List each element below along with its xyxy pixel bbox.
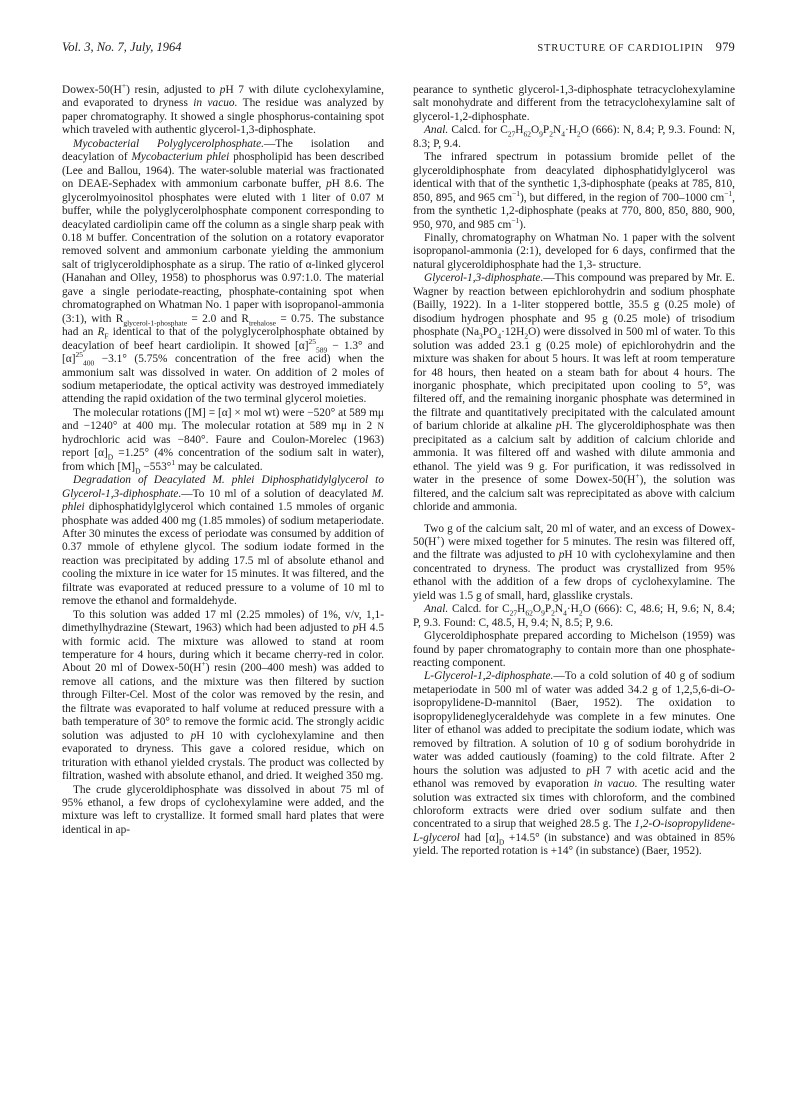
text-run: N [552,124,562,137]
paragraph [413,272,735,514]
text-run: ·H [564,124,577,137]
text-run: p [352,622,359,635]
text-run: The resulting water solution was extracted six times with chloroform, and the combined chloroform extracts were dried over sodium sulfate and then concentrated to a sirup that weighed 28.5 g. The [413,778,735,831]
text-run: P [542,124,550,137]
text-run: The crude glyceroldiphosphate was dissolved in about 75 ml of 95% ethanol, a few drops of cyclohexylamine were added, and the mixture was left to crystallize. It formed small hard plates that were identical in ap- [62,783,384,836]
text-run: −3.1° (5.75% concentration of the free acid) when the ammonium salt was dissolved in water. On addition of 2 moles of sodium metaperiodate, the optical activity was destroyed immediately attending the rapid oxidation of the two terminal glycerol moieties. [62,353,384,406]
text-run: 2 [576,129,581,139]
text-run: ), but differed, in the region of 700–1000 cm [520,191,725,204]
text-run: To this solution was added 17 ml (2.25 mmoles) of 1%, v/v, 1,1-dimethylhydrazine (Stewart, 1963) which had been adjusted to [62,608,384,635]
text-run: H 10 with cyclohexylamine and then evaporated to dryness. This gave a colored residue, which on trituration with ethanol yielded crystals. The product was collected by filtration, washed with absolute ethanol, and dried. It weighed 350 mg. [62,729,384,783]
text-run: 25 [75,350,83,360]
text-run: glycerol-1-phosphate [123,317,188,327]
text-run: Mycobacterial Polyglycerolphosphate. [73,137,264,150]
paragraph [413,523,735,604]
text-run: PO [482,326,498,339]
text-run: The infrared spectrum in potassium bromide pellet of the glyceroldiphosphate from deacylated diphosphatidylglycerol was identical with that of the synthetic 1,3-diphosphate (peaks at 785, 810, 850, 895, and 965 cm [413,151,735,204]
text-run: P [544,603,552,616]
text-run: identical to that of the polyglycerolphosphate obtained by deacylation of beef heart cardiolipin. It showed [α] [62,326,384,352]
paragraph [62,474,384,609]
paragraph [413,630,735,670]
text-run: phospholipid has been described (Lee and Ballou, 1964). The water-soluble material was fractionated on DEAE-Sephadex with ammonium carbonate buffer, [62,151,384,191]
paragraph [62,609,384,784]
running-title: STRUCTURE OF CARDIOLIPIN [537,43,704,54]
text-run: R [115,312,124,325]
text-run: may be calculated. [175,460,263,473]
paragraph [413,124,735,151]
text-run: buffer. Concentration of the solution on a rotatory evaporator removed solvent and ammonium carbonate yielding the ammonium salt of triglyceroldiphosphate as a sirup. The ratio of α-linked glycerol (Hanahan and Olley, 1958) to phosphorus was 0.97:1.0. The material gave a single periodate-reacting, phosphate-containing spot when chromatographed on Whatman No. 1 paper with isopropanol-ammonia (3:1), with [62,231,385,325]
text-run: H [515,124,524,137]
text-run: Mycobacterium phlei [131,151,230,164]
paragraph [62,784,384,838]
text-run: = 0.75. The substance had an [62,312,384,339]
text-run: O) were dissolved in 500 ml of water. To this solution was added 23.1 g (0.25 mole) of epichlorohydrin and the mixture was shaken for about 5 hours. It was left at room temperature for 48 hours, then heated on a steam bath for about 4 hours. The inorganic phosphate, which precipitated upon cooling to 5°, was filtered off, and the remaining inorganic phosphate was determined in the filtrate and quantitatively precipitated with the calculated amount of barium chloride at alkaline [413,326,735,433]
text-run: 2 [524,331,529,341]
text-run: O [530,124,540,137]
paragraph [62,81,384,138]
page-number: 979 [715,40,735,54]
text-run: The residue was analyzed by paper chromatography. It showed a single phosphorus-containing spot which traveled with authentic glycerol-1,3-diphosphate. [62,97,384,137]
text-run: + [436,533,441,543]
text-run: Dowex-50(H [62,84,122,96]
text-run: buffer, while the polyglycerolphosphate component corresponding to deacylated cardiolipin came off the column as a single sharp peak with 0.18 [62,205,384,244]
text-run: ) were mixed together for 5 minutes. The resin was filtered off, and the filtrate was adjusted to [413,535,735,562]
text-run: H 10 with cyclohexylamine and then concentrated to dryness. The product was crystallized from 95% ethanol with the addition of a few drops of cyclohexylamine. The yield was 1.5 g of small, hard, glasslike crystals. [413,549,735,602]
text-run: —To a cold solution of 40 g of sodium metaperiodate in 500 ml of water was added 34.2 g of 1,2,5,6-di- [413,670,735,696]
text-run: —This compound was prepared by Mr. E. Wagner by reaction between epichlorohydrin and sodium phosphate (Bailly, 1922). In a 1-liter stoppered bottle, 35.5 g (0.25 mole) of disodium hydrogen phosphate and 95 g (0.25 mole) of trisodium phosphate (Na [413,272,735,339]
text-run: D [107,452,114,462]
paragraph [62,407,384,474]
text-run: D [135,465,141,475]
text-run: p [219,84,226,96]
text-run: ) resin (200–400 mesh) was added to remove all cations, and the mixture was then filtered by suction through Filter-Cel. Most of the color was removed by the resin, and the filtrate was evaporated to half volume at reduced pressure with a bath temperature of 30° to remove the formic acid. The strongly acidic solution was adjusted to [62,662,384,742]
text-run: H 7 with dilute cyclohexylamine, and evaporated to dryness [62,84,384,110]
text-run: in vacuo. [593,778,638,791]
text-run: Two g of the calcium salt, 20 ml of water, and an excess of Dowex-50(H [413,522,735,548]
text-run: O [532,603,542,616]
text-run: M [375,192,384,203]
text-run: 400 [83,358,95,368]
text-run: p [586,764,592,777]
text-run: −1 [511,215,520,225]
text-run: H [517,603,526,616]
text-run: Calcd. for C [448,124,508,137]
text-run: 9 [539,129,543,139]
text-run: 3 [479,331,483,341]
text-run: 9 [541,608,545,618]
text-run: diphosphatidylglycerol which contained 1.5 mmoles of organic phosphate was added 400 mg (1.85 mmoles) of sodium metaperiodate. After 30 minutes the excess of periodate was consumed by addition of 0.37 mmole of ethylene glycol. The sodium iodate formed in the reaction was precipitated by adding 17.5 ml of absolute ethanol and cooling the mixture in ice water for 15 minutes. It was filtered, and the filtrate was evaporated at reduced pressure to a volume of 10 ml to remove the ethanol and formaldehyde. [62,501,384,608]
text-run: = 2.0 and [187,312,242,325]
text-run: 1,2-O-isopropylidene-L-glycerol [413,818,735,844]
text-run: + [201,659,206,669]
text-run: 27 [509,608,518,618]
text-run: 62 [523,129,531,139]
text-run: + [121,81,127,91]
text-run: O (666): C, 48.6; H, 9.6; N, 8.4; P, 9.3. Found: C, 48.5, H, 9.4; N, 8.5; P, 9.6. [413,603,735,629]
paragraph [413,670,735,858]
text-run: H. The glyceroldiphosphate was then precipitated as a calcium salt by addition of calcium chloride and ammonia. It was filtered off and washed with dilute ammonia and ethanol. The yield was 9 g. For purification, it was redissolved in water in the presence of some Dowex-50(H [413,420,735,487]
text-run: −1 [512,188,521,198]
text-run: M [85,232,94,243]
text-run: O (666): N, 8.4; P, 9.3. Found: N, 8.3; P, 9.4. [413,124,735,150]
text-run: -isopropylidene-D-mannitol (Baer, 1952). The oxidation to isopropylideneglyceraldehyde was complete in a few minutes. One liter of ethanol was added to precipitate the sodium iodate, which was removed by filtration. A solution of 10 g of sodium borohydride in water was added cautiously (foaming) to the cold filtrate. After 2 hours the solution was adjusted to [413,683,735,777]
left-column [62,81,385,837]
text-run: Anal. [424,603,449,616]
text-run: The molecular rotations ([M] = [α] × mol wt) were −520° at 589 mμ and −1240° at 400 mμ. The molecular rotation at 589 mμ in 2 [62,406,384,433]
text-run: had [α] [459,831,499,844]
text-run: M. phlei [62,487,384,514]
text-run: Degradation of Deacylated M. phlei Diphosphatidylglycerol to Glycerol-1,3-diphosphate. [62,474,384,500]
text-run: p [326,178,332,191]
text-run: R [97,326,105,339]
header-right [537,40,735,55]
text-run: F [104,331,109,341]
paragraph [413,603,735,630]
text-run: N [377,421,384,432]
text-run: D [498,837,505,847]
text-run: pearance to synthetic glycerol-1,3-diphosphate tetracyclohexylamine salt monohydrate and different from the tetracyclohexylamine salt of glycerol-1,2-diphosphate. [413,84,735,123]
text-run: 4 [561,129,565,139]
text-run: Calcd. for C [448,603,510,616]
paragraph [62,138,384,407]
text-run: +14.5° (in substance) and was obtained in 85% yield. The reported rotation is +14° (in substance) (Baer, 1952). [413,831,735,858]
text-run: + [635,471,640,481]
text-run: Glyceroldiphosphate prepared according to Michelson (1959) was found by paper chromatography to contain more than one phosphate-reacting component. [413,630,735,670]
text-run: hydrochloric acid was −840°. Faure and Coulon-Morelec (1963) report [α] [62,433,384,460]
text-run: H 7 with acetic acid and the ethanol was removed by evaporation [413,764,735,791]
text-run: H 4.5 with formic acid. The mixture was allowed to stand at room temperature for 4 hours, during which it became cherry-red in color. About 20 ml of Dowex-50(H [62,622,384,675]
paragraph [413,151,735,232]
text-run: Anal. [424,124,449,137]
text-run: H 8.6. The glycerolmyoinositol phosphates were eluted with 1 liter of 0.07 [62,178,385,204]
text-run: 4 [563,608,567,618]
text-run: N [554,603,564,616]
paragraph [413,232,735,272]
text-run: p [190,729,197,742]
text-run: p [555,420,562,433]
text-run: 27 [507,129,516,139]
text-run: 1 [171,457,176,467]
text-run: Finally, chromatography on Whatman No. 1 paper with the solvent isopropanol-ammonia (2:1), developed for 6 days, confirmed that the natural glyceroldiphosphate had the 1,3- structure. [413,231,735,271]
text-run: 4 [497,331,502,341]
text-run: ). [519,218,526,231]
text-run: =1.25° (4% concentration of the sodium salt in water), from which [M] [62,447,384,473]
text-run: , from the synthetic 1,2-diphosphate (peaks at 770, 800, 850, 880, 900, 950, 970, and 985 cm [413,191,735,231]
running-header [62,40,735,56]
text-run: O [723,683,732,696]
text-run: p [558,549,565,562]
text-run: 589 [316,344,328,354]
text-run: —To 10 ml of a solution of deacylated [181,487,372,500]
text-run: ) resin, adjusted to [126,84,220,96]
text-run: 25 [308,336,317,346]
text-run: 62 [525,608,533,618]
text-run: R [241,312,249,325]
paragraph [413,84,735,124]
text-run: 2 [549,129,553,139]
right-column [413,84,735,859]
text-run: 2 [578,608,583,618]
text-run: 2 [551,608,555,618]
journal-citation: Vol. 3, No. 7, July, 1964 [62,40,182,54]
text-run: in vacuo. [193,97,238,110]
text-run: ·12H [501,326,525,339]
text-run: L-Glycerol-1,2-diphosphate. [424,670,554,683]
text-run: trehalose [248,317,277,327]
text-run: −553° [140,460,172,473]
text-run: Glycerol-1,3-diphosphate. [424,272,544,285]
text-run: − 1.3° and [α] [62,339,384,366]
text-run: ), the solution was filtered, and the calcium salt was reprecipitated as above with calcium chloride and ammonia. [413,474,735,514]
text-run: −1 [724,188,733,198]
text-run: —The isolation and deacylation of [62,137,384,164]
text-run: ·H [566,603,579,616]
